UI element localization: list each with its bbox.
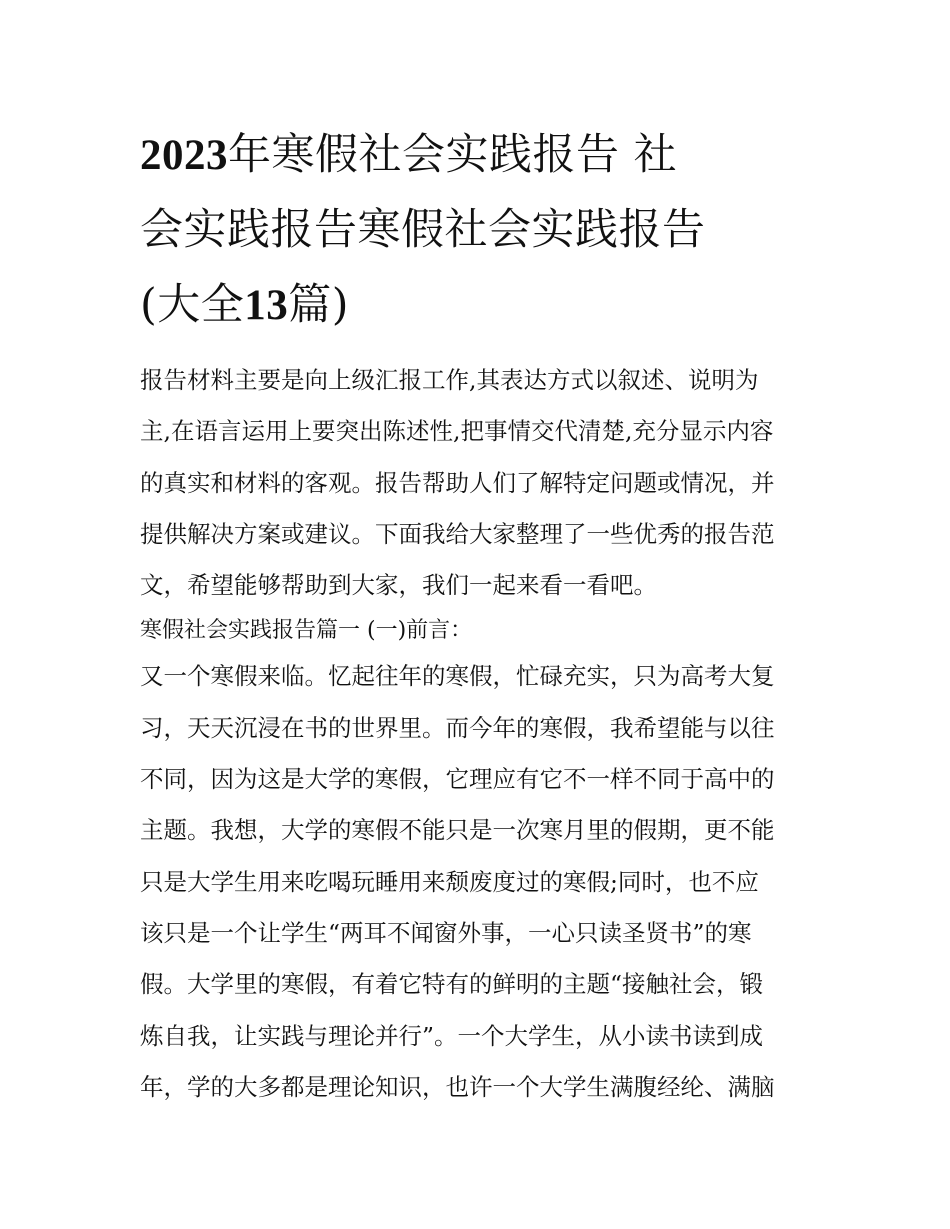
section-line: 不同，因为这是大学的寒假，它理应有它不一样不同于高中的	[140, 765, 775, 794]
document-page	[140, 118, 820, 1113]
title-line-3-pre: (大全	[140, 280, 245, 330]
section-line: 习，天天沉浸在书的世界里。而今年的寒假，我希望能与以往	[140, 713, 775, 742]
intro-line: 文，希望能够帮助到大家，我们一起来看一看吧。	[140, 571, 657, 600]
document-title	[140, 118, 820, 343]
section-line: 假。大学里的寒假，有着它特有的鲜明的主题“接触社会，锻	[140, 970, 764, 999]
section-line: 又一个寒假来临。忆起往年的寒假，忙碌充实，只为高考大复	[140, 662, 775, 691]
title-line-1-text: 年寒假社会实践报告 社	[228, 130, 678, 180]
intro-line: 提供解决方案或建议。下面我给大家整理了一些优秀的报告范	[140, 519, 775, 548]
section-line: 主题。我想，大学的寒假不能只是一次寒月里的假期，更不能	[140, 816, 775, 845]
section-line: 该只是一个让学生“两耳不闻窗外事，一心只读圣贤书”的寒	[140, 918, 752, 947]
title-line-3-post: 篇)	[288, 280, 350, 330]
intro-line: 的真实和材料的客观。报告帮助人们了解特定问题或情况，并	[140, 468, 775, 497]
intro-paragraph	[140, 355, 820, 611]
intro-line: 报告材料主要是向上级汇报工作,其表达方式以叙述、说明为	[140, 366, 759, 394]
intro-line: 主,在语言运用上要突出陈述性,把事情交代清楚,充分显示内容	[140, 417, 774, 446]
section-line: 炼自我，让实践与理论并行”。一个大学生，从小读书读到成	[140, 1021, 764, 1050]
section-heading: 寒假社会实践报告篇一 (一)前言：	[140, 618, 473, 644]
section-line: 年，学的大多都是理论知识，也许一个大学生满腹经纶、满脑	[140, 1072, 775, 1101]
section-paragraph	[140, 651, 820, 1113]
title-line-2: 会实践报告寒假社会实践报告	[140, 205, 706, 255]
title-count: 13	[244, 282, 289, 329]
section-line: 只是大学生用来吃喝玩睡用来颓废度过的寒假;同时，也不应	[140, 867, 759, 896]
title-line-3	[140, 268, 820, 343]
document-body	[140, 355, 820, 1113]
title-year: 2023	[140, 132, 228, 179]
title-line-1	[140, 118, 820, 193]
